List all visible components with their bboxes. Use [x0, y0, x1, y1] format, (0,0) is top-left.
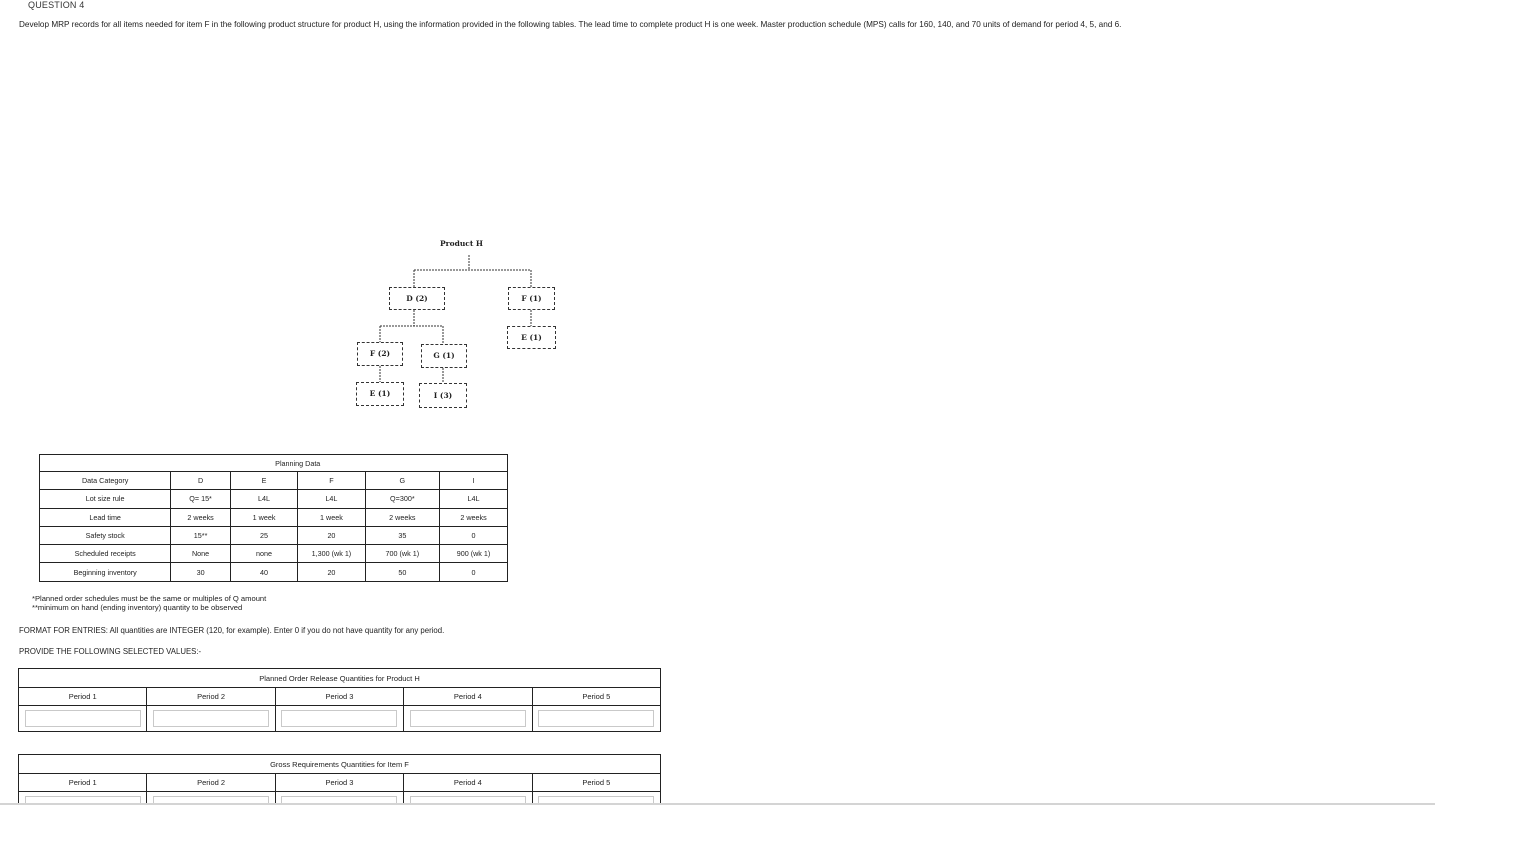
gross-requirements-clip: [0, 753, 700, 803]
period-header: Period 5: [532, 688, 660, 706]
node-e-left: E (1): [356, 382, 404, 406]
planning-data-title: Planning Data: [230, 455, 365, 472]
answer-input-period-2[interactable]: [153, 796, 269, 803]
table-cell: 2 weeks: [171, 508, 231, 526]
table-header-row: [40, 472, 508, 490]
question-title: QUESTION 4: [28, 0, 85, 10]
period-header: Period 1: [19, 688, 147, 706]
format-instructions: FORMAT FOR ENTRIES: All quantities are INTEGER (120, for example). Enter 0 if you do not have quantity for any period.: [19, 626, 445, 635]
answer-input-period-5[interactable]: [538, 710, 654, 727]
table-row: [40, 545, 508, 563]
table-cell: 40: [230, 563, 297, 581]
table-cell: 1 week: [230, 508, 297, 526]
row-label: Lead time: [40, 508, 171, 526]
footnote-safety-stock: **minimum on hand (ending inventory) quantity to be observed: [32, 603, 243, 612]
answer-input-period-2[interactable]: [153, 710, 269, 727]
period-header: Period 3: [275, 688, 403, 706]
node-f-left: F (2): [357, 342, 403, 366]
period-header: Period 2: [147, 688, 275, 706]
table-cell: 700 (wk 1): [365, 545, 439, 563]
row-label: Safety stock: [40, 526, 171, 544]
table-cell: 30: [171, 563, 231, 581]
table-cell: L4L: [440, 490, 508, 508]
row-label: Scheduled receipts: [40, 545, 171, 563]
period-header-row: [19, 688, 661, 706]
answer-input-period-1[interactable]: [25, 796, 141, 803]
table-row: [40, 526, 508, 544]
answer-input-period-3[interactable]: [281, 796, 397, 803]
node-g: G (1): [421, 344, 467, 368]
table-cell: 2 weeks: [365, 508, 439, 526]
column-header: F: [298, 472, 365, 490]
planned-order-release-table: [18, 668, 661, 732]
product-h-label: Product H: [440, 239, 484, 248]
table-cell: 20: [298, 563, 365, 581]
table-cell: none: [230, 545, 297, 563]
answer-input-period-4[interactable]: [410, 796, 526, 803]
answer-input-row: [19, 706, 661, 732]
table-cell: 20: [298, 526, 365, 544]
answer-input-row: [19, 792, 661, 804]
period-header: Period 4: [404, 688, 532, 706]
table-cell: 2 weeks: [440, 508, 508, 526]
table-row: [40, 490, 508, 508]
question-prompt: Develop MRP records for all items needed for item F in the following product structure for product H, using the information provided in the following tables. The lead time to complete product H is one week. Master production schedule (MPS) calls for 160, 140, and 70 units of demand for period 4, 5, and 6.: [19, 20, 1122, 29]
table-cell: L4L: [298, 490, 365, 508]
column-header: I: [440, 472, 508, 490]
row-label: Lot size rule: [40, 490, 171, 508]
planning-data-table: [39, 454, 508, 582]
table-cell: Q=300*: [365, 490, 439, 508]
provide-values-heading: PROVIDE THE FOLLOWING SELECTED VALUES:-: [19, 647, 202, 656]
table-cell: 0: [440, 526, 508, 544]
column-header: E: [230, 472, 297, 490]
node-d: D (2): [389, 287, 445, 310]
column-header: G: [365, 472, 439, 490]
answer-input-period-3[interactable]: [281, 710, 397, 727]
table-cell: 25: [230, 526, 297, 544]
table-cell: 1,300 (wk 1): [298, 545, 365, 563]
table-cell: 15**: [171, 526, 231, 544]
period-header-row: [19, 774, 661, 792]
footnote-lot-size: *Planned order schedules must be the same or multiples of Q amount: [32, 594, 267, 603]
table-cell: 0: [440, 563, 508, 581]
answer-input-period-4[interactable]: [410, 710, 526, 727]
footnotes: [32, 594, 266, 612]
table-cell: 900 (wk 1): [440, 545, 508, 563]
table-cell: L4L: [230, 490, 297, 508]
period-header: Period 3: [275, 774, 403, 792]
table-cell: 50: [365, 563, 439, 581]
period-header: Period 1: [19, 774, 147, 792]
table-cell: 35: [365, 526, 439, 544]
table-cell: Q= 15*: [171, 490, 231, 508]
node-f-top: F (1): [508, 287, 555, 310]
column-header: Data Category: [40, 472, 171, 490]
table-row: [40, 563, 508, 581]
column-header: D: [171, 472, 231, 490]
table-caption: Gross Requirements Quantities for Item F: [19, 755, 661, 774]
gross-requirements-table: [18, 754, 661, 803]
row-label: Beginning inventory: [40, 563, 171, 581]
table-row: [40, 508, 508, 526]
period-header: Period 2: [147, 774, 275, 792]
node-i: I (3): [419, 383, 467, 408]
table-cell: None: [171, 545, 231, 563]
period-header: Period 5: [532, 774, 660, 792]
table-caption: Planned Order Release Quantities for Product H: [19, 669, 661, 688]
node-e-top: E (1): [507, 326, 556, 349]
period-header: Period 4: [404, 774, 532, 792]
table-cell: 1 week: [298, 508, 365, 526]
answer-input-period-5[interactable]: [538, 796, 654, 803]
answer-input-period-1[interactable]: [25, 710, 141, 727]
page-bottom-divider: [0, 803, 1435, 805]
